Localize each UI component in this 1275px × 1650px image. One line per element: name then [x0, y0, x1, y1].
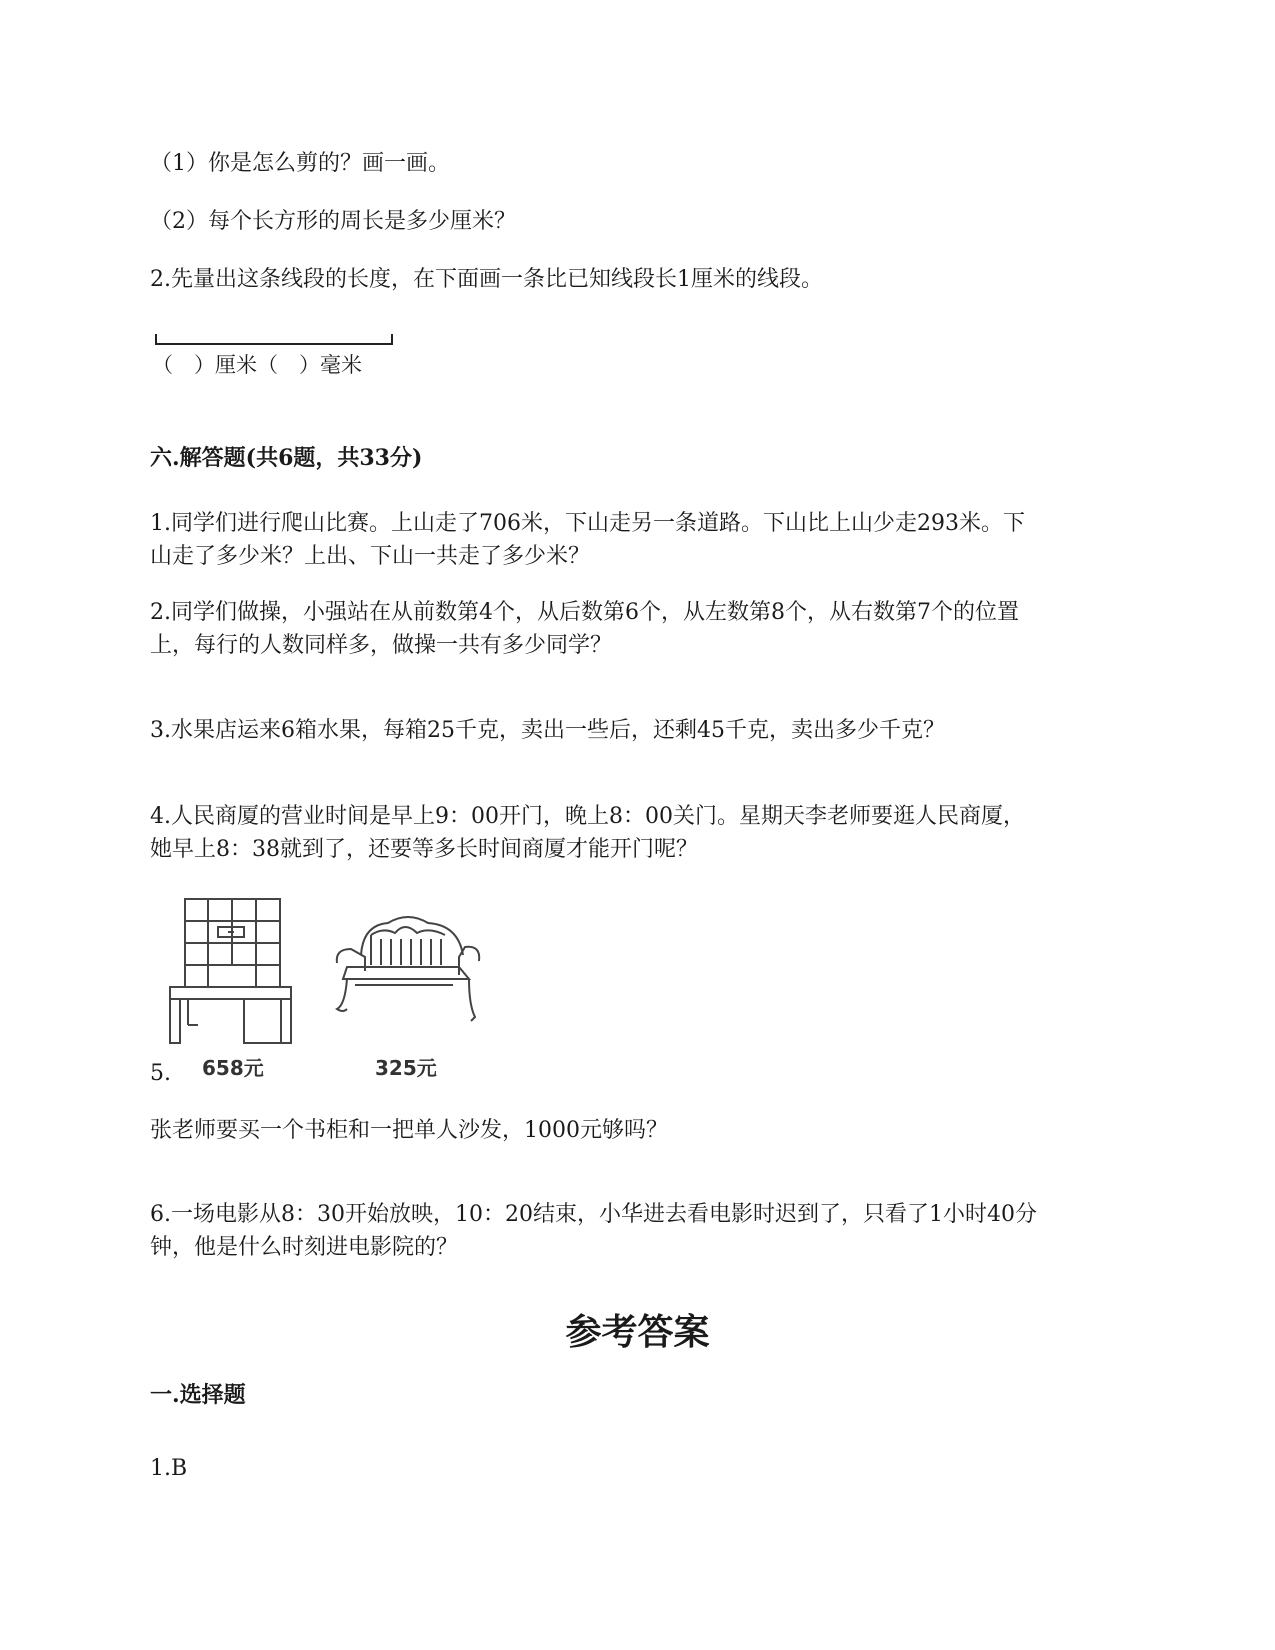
problem-6-line-1: 6.一场电影从8：30开始放映，10：20结束，小华进去看电影时迟到了，只看了1小时40分 — [150, 1202, 1037, 1227]
q1-sub2: （2）每个长方形的周长是多少厘米？ — [150, 209, 516, 234]
problem-6-line-2: 钟，他是什么时刻进电影院的？ — [150, 1235, 459, 1260]
section-6-heading: 六.解答题(共6题，共33分) — [150, 445, 423, 471]
problem-4-line-1: 4.人民商厦的营业时间是早上9：00开门，晚上8：00关门。星期天李老师要逛人民商厦， — [150, 804, 1025, 829]
problem-1-line-1: 1.同学们进行爬山比赛。上山走了706米，下山走另一条道路。下山比上山少走293米。下 — [150, 511, 1025, 536]
problem-3: 3.水果店运来6箱水果，每箱25千克，卖出一些后，还剩45千克，卖出多少千克？ — [150, 718, 945, 743]
answers-title: 参考答案 — [565, 1311, 710, 1353]
answers-section-1-heading: 一.选择题 — [150, 1382, 246, 1408]
measure-label: （ ）厘米（ ）毫米 — [152, 353, 362, 377]
sofa-price: 325元 — [375, 1056, 437, 1080]
sofa-icon — [333, 905, 483, 1030]
bookcase-icon — [168, 895, 293, 1045]
problem-5-text: 张老师要买一个书柜和一把单人沙发，1000元够吗？ — [150, 1118, 668, 1143]
q1-sub1: （1）你是怎么剪的？画一画。 — [150, 151, 450, 176]
problem-2-line-2: 上，每行的人数同样多，做操一共有多少同学？ — [150, 633, 613, 658]
problem-1-line-2: 山走了多少米？上出、下山一共走了多少米？ — [150, 544, 591, 569]
q2-text: 2.先量出这条线段的长度，在下面画一条比已知线段长1厘米的线段。 — [150, 267, 823, 292]
problem-4-line-2: 她早上8：38就到了，还要等多长时间商厦才能开门呢？ — [150, 837, 698, 862]
problem-5-number: 5. — [150, 1061, 171, 1086]
bookcase-price: 658元 — [202, 1056, 264, 1080]
answer-1: 1.B — [150, 1456, 188, 1481]
line-segment — [155, 333, 393, 345]
problem-2-line-1: 2.同学们做操，小强站在从前数第4个，从后数第6个，从左数第8个，从右数第7个的位置 — [150, 600, 1019, 625]
